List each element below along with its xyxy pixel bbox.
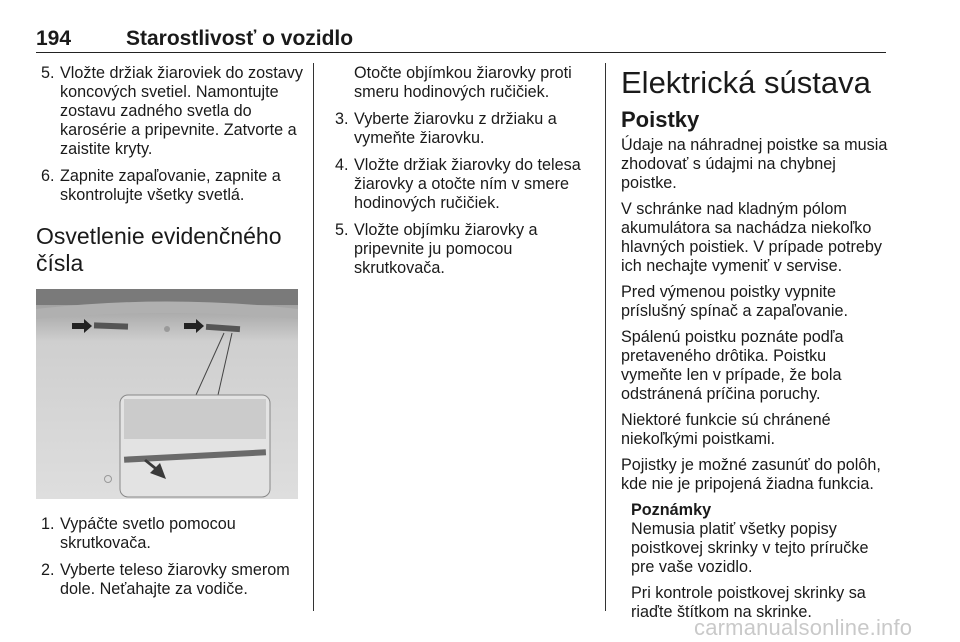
step-text: Vložte objímku žiarovky a pripevnite ju pomocou skrutkovača.	[354, 221, 538, 277]
step-text: Vložte držiak žiaroviek do zostavy koncových svetiel. Namontujte zostavu zadného svetla do karosérie a pripevnite. Zatvorte a zaistite kryty.	[60, 64, 303, 158]
step-text: Vypáčte svetlo pomocou skrutkovača.	[60, 515, 236, 552]
page-title: Starostlivosť o vozidlo	[126, 27, 354, 50]
paragraph: Pred výmenou poistky vypnite príslušný spínač a zapaľovanie.	[621, 283, 848, 320]
step-text: Zapnite zapaľovanie, zapnite a skontrolujte všetky svetlá.	[60, 167, 281, 204]
step-number: 5.	[41, 64, 55, 82]
step-number: 3.	[335, 110, 349, 128]
paragraph: V schránke nad kladným pólom akumulátora sa nachádza niekoľko hlavných poistiek. V prípade potreby ich nechajte vymeniť v servise.	[621, 200, 882, 275]
step-text: Vyberte žiarovku z držiaku a vymeňte žiarovku.	[354, 110, 557, 147]
column-2	[330, 64, 592, 286]
step-number: 2.	[41, 561, 55, 579]
list-item	[330, 221, 592, 278]
column-divider-2	[605, 63, 606, 611]
note-title: Poznámky	[631, 501, 712, 519]
list-item	[36, 64, 304, 159]
paragraph: Údaje na náhradnej poistke sa musia zhodovať s údajmi na chybnej poistke.	[621, 136, 888, 192]
section-title: Elektrická sústava	[621, 65, 871, 100]
step-number: 6.	[41, 167, 55, 185]
note-paragraph: Nemusia platiť všetky popisy poistkovej skrinky v tejto príručke pre vaše vozidlo.	[631, 520, 869, 576]
list-item	[36, 561, 304, 599]
column-divider-1	[313, 63, 314, 611]
step-text: Vyberte teleso žiarovky smerom dole. Neťahajte za vodiče.	[60, 561, 290, 598]
license-plate-light-figure	[36, 289, 298, 499]
note-box	[621, 501, 891, 622]
page-number: 194	[36, 27, 72, 50]
paragraph: Niektoré funkcie sú chránené niekoľkými poistkami.	[621, 411, 831, 448]
paragraph: Pojistky je možné zasunúť do polôh, kde nie je pripojená žiadna funkcia.	[621, 456, 881, 493]
list-item-continuation	[330, 64, 592, 102]
note-paragraph: Pri kontrole poistkovej skrinky sa riaďte štítkom na skrinke.	[631, 584, 866, 621]
subsection-title: Poistky	[621, 107, 700, 132]
list-item	[36, 515, 304, 553]
step-number: 1.	[41, 515, 55, 533]
paragraph: Spálenú poistku poznáte podľa pretaveného drôtika. Poistku vymeňte len v prípade, že bola odstránená príčina poruchy.	[621, 328, 844, 403]
list-item	[36, 167, 304, 205]
step-number: 5.	[335, 221, 349, 239]
page-header	[36, 27, 886, 53]
step-text: Vložte držiak žiarovky do telesa žiarovky a otočte ním v smere hodinových ručičiek.	[354, 156, 581, 212]
section-heading: Osvetlenie evidenčného čísla	[36, 223, 282, 276]
step-text: Otočte objímkou žiarovky proti smeru hodinových ručičiek.	[354, 64, 572, 101]
watermark: carmanualsonline.info	[694, 615, 913, 640]
license-plate-light-illustration	[36, 289, 298, 499]
header-rule	[36, 52, 886, 53]
list-item	[330, 156, 592, 213]
column-1	[36, 64, 304, 607]
list-item	[330, 110, 592, 148]
step-number: 4.	[335, 156, 349, 174]
column-3	[621, 64, 891, 629]
